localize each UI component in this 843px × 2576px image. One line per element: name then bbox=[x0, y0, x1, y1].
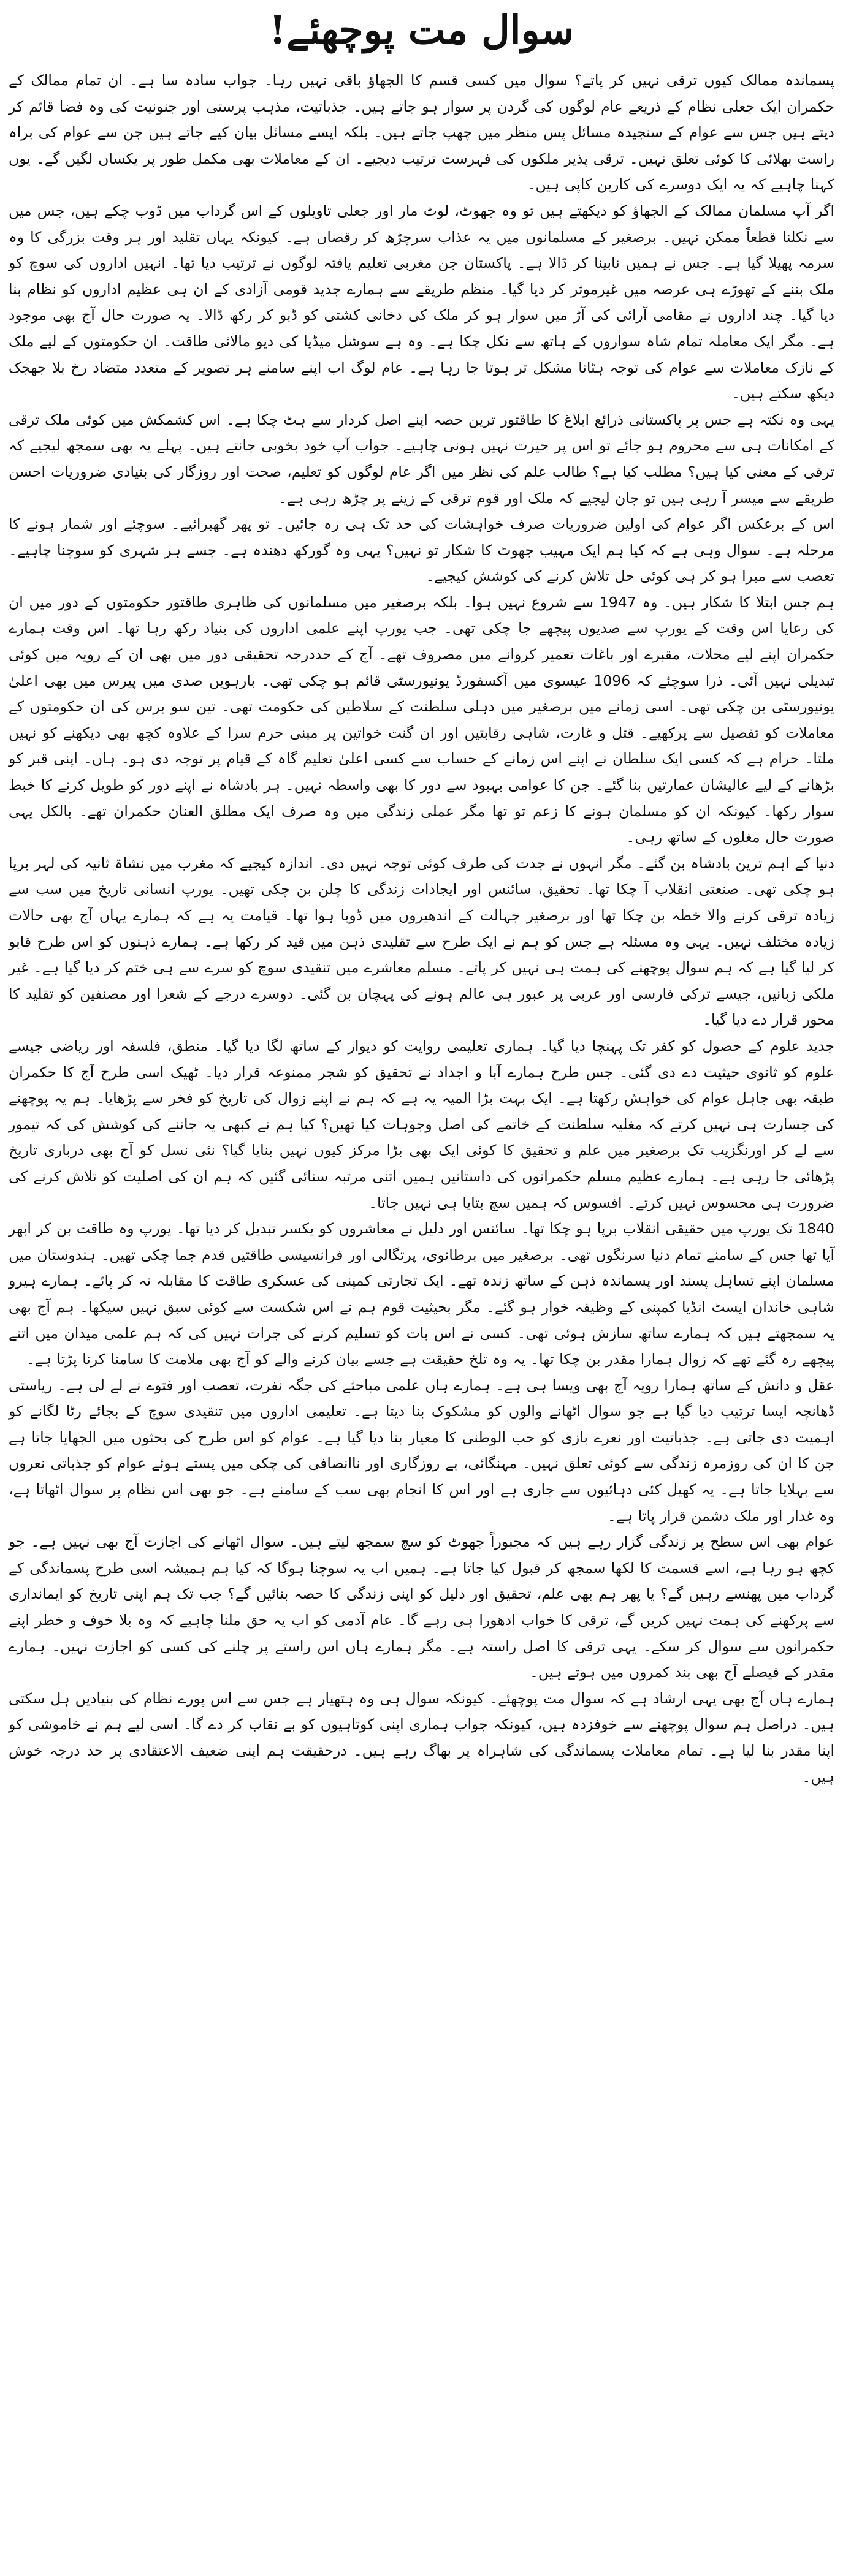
article-paragraph: عقل و دانش کے ساتھ ہمارا رویہ آج بھی ویسا ہی ہے۔ ہمارے ہاں علمی مباحثے کی جگہ نفرت، تعصب اور فتوے نے لے لی ہے۔ ریاستی ڈھانچہ ایسا ترتیب دیا گیا ہے جو سوال اٹھانے والوں کو مشکوک بنا دیتا ہے۔ تعلیمی اداروں میں تنقیدی سوچ کے بجائے رٹا لگانے کو اہمیت دی جاتی ہے۔ جذباتیت اور نعرے بازی کو حب الوطنی کا معیار بنا دیا گیا ہے۔ عوام کو اس طرح کی بحثوں میں الجھایا جاتا ہے جن کا ان کی روزمرہ زندگی سے کوئی تعلق نہیں۔ مہنگائی، بے روزگاری اور ناانصافی کی چکی میں پستے ہوئے عوام کو جذباتی نعروں سے بہلایا جاتا ہے۔ یہ کھیل کئی دہائیوں سے جاری ہے اور اس کا انجام بھی سب کے سامنے ہے۔ جو بھی اس نظام پر سوال اٹھاتا ہے، وہ غدار اور ملک دشمن قرار پاتا ہے۔ bbox=[9, 1376, 834, 1525]
article-paragraph: جدید علوم کے حصول کو کفر تک پہنچا دیا گیا۔ ہماری تعلیمی روایت کو دیوار کے ساتھ لگا دیا گیا۔ منطق، فلسفہ اور ریاضی جیسے علوم کو ثانوی حیثیت دے دی گئی۔ جس طرح ہمارے آبا و اجداد نے تحقیق کو شجر ممنوعہ قرار دیا۔ ٹھیک اسی طرح آج کا حکمران طبقہ بھی جاہل عوام کی خواہش رکھتا ہے۔ ایک بہت بڑا المیہ یہ ہے کہ ہم نے اپنے زوال کی تاریخ کو فخر سے پڑھایا۔ ہم یہ پوچھنے کی جسارت ہی نہیں کرتے کہ مغلیہ سلطنت کے خاتمے کی اصل وجوہات کیا تھیں؟ کیا ہم نے کبھی یہ جاننے کی کوشش کی کہ تیمور سے لے کر اورنگزیب تک برصغیر میں علم و تحقیق کا کوئی ایک بھی بڑا مرکز کیوں نہیں بنایا گیا؟ نئی نسل کو آج بھی درباری تاریخ پڑھائی جا رہی ہے۔ ہمارے عظیم مسلم حکمرانوں کی داستانیں ہمیں اتنی مرتبہ سنائی گئیں کہ ہم ان کی اصلیت کو تلاش کرنے کی ضرورت ہی محسوس نہیں کرتے۔ افسوس کہ ہمیں سچ بتایا ہی نہیں جاتا۔ bbox=[9, 1037, 834, 1211]
article-paragraph: ہمارے ہاں آج بھی یہی ارشاد ہے کہ سوال مت پوچھئے۔ کیونکہ سوال ہی وہ ہتھیار ہے جس سے اس پورے نظام کی بنیادیں ہل سکتی ہیں۔ دراصل ہم سوال پوچھنے سے خوفزدہ ہیں، کیونکہ جواب ہماری اپنی کوتاہیوں کو بے نقاب کر دے گا۔ اسی لیے ہم نے خاموشی کو اپنا مقدر بنا لیا ہے۔ تمام معاملات پسماندگی کی شاہراہ پر بھاگ رہے ہیں۔ درحقیقت ہم اپنی ضعیف الاعتقادی پر حد درجہ خوش ہیں۔ bbox=[9, 1689, 834, 1786]
article-paragraph: 1840 تک یورپ میں حقیقی انقلاب برپا ہو چکا تھا۔ سائنس اور دلیل نے معاشروں کو یکسر تبدیل کر دیا تھا۔ یورپ وہ طاقت بن کر ابھر آیا تھا جس کے سامنے تمام دنیا سرنگوں تھی۔ برصغیر میں برطانوی، پرتگالی اور فرانسیسی طاقتیں قدم جما چکی تھیں۔ ہندوستان میں مسلمان اپنے تساہل پسند اور پسماندہ ذہن کے ساتھ زندہ تھے۔ ایک تجارتی کمپنی کی عسکری طاقت کا مقابلہ نہ کر پائے۔ ہمارے ہیرو شاہی خاندان ایسٹ انڈیا کمپنی کے وظیفہ خوار ہو گئے۔ مگر بحیثیت قوم ہم نے اس شکست سے کوئی سبق نہیں سیکھا۔ ہم آج بھی یہ سمجھتے ہیں کہ ہمارے ساتھ سازش ہوئی تھی۔ کسی نے اس بات کو تسلیم کرنے کی جرات نہیں کی کہ ہم علمی میدان میں اتنے پیچھے رہ گئے تھے کہ زوال ہمارا مقدر بن چکا تھا۔ یہ وہ تلخ حقیقت ہے جسے بیان کرنے والے کو آج بھی ملامت کا سامنا کرنا پڑتا ہے۔ bbox=[9, 1220, 834, 1368]
article-paragraph: اس کے برعکس اگر عوام کی اولین ضروریات صرف خواہشات کی حد تک ہی رہ جائیں۔ تو پھر گھبرائیے۔ سوچئے اور شمار ہونے کا مرحلہ ہے۔ سوال وہی ہے کہ کیا ہم ایک مہیب جھوٹ کا شکار تو نہیں؟ یہی وہ گورکھ دھندہ ہے۔ جسے ہر شہری کو سوچنا چاہیے۔ تعصب سے مبرا ہو کر ہی کوئی حل تلاش کرنے کی کوشش کیجیے۔ bbox=[9, 515, 834, 585]
article-paragraph: پسماندہ ممالک کیوں ترقی نہیں کر پاتے؟ سوال میں کسی قسم کا الجھاؤ باقی نہیں رہا۔ جواب سادہ سا ہے۔ ان تمام ممالک کے حکمران ایک جعلی نظام کے ذریعے عام لوگوں کی گردن پر سوار ہو جاتے ہیں۔ جذباتیت، مذہب پرستی اور جنونیت کی وہ فضا قائم کر دیتے ہیں جس سے عوام کے سنجیدہ مسائل پس منظر میں چھپ جاتے ہیں۔ بلکہ ایسے مسائل بیان کیے جاتے ہیں جن سے عوام کی براہ راست بھلائی کا کوئی تعلق نہیں۔ ترقی پذیر ملکوں کی فہرست ترتیب دیجیے۔ ان کے معاملات بھی مکمل طور پر یکساں لگیں گے۔ یوں کہنا چاہیے کہ یہ ایک دوسرے کی کاربن کاپی ہیں۔ bbox=[9, 72, 834, 194]
article-body bbox=[9, 67, 834, 1790]
article-paragraph: ہم جس ابتلا کا شکار ہیں۔ وہ 1947 سے شروع نہیں ہوا۔ بلکہ برصغیر میں مسلمانوں کی ظاہری طاقتور حکومتوں کے دور میں ان کی رعایا اس وقت کے یورپ سے صدیوں پیچھے جا چکی تھی۔ جب یورپ اپنے علمی اداروں کی بنیاد رکھ رہا تھا۔ اس وقت ہمارے حکمران اپنے لیے محلات، مقبرے اور باغات تعمیر کروانے میں مصروف تھے۔ آج کے حددرجہ تحقیقی دور میں بھی ان کے رویہ میں کوئی تبدیلی نہیں آئی۔ ذرا سوچئے کہ 1096 عیسوی میں آکسفورڈ یونیورسٹی قائم ہو چکی تھی۔ بارہویں صدی میں پیرس میں بھی اعلیٰ یونیورسٹی بن چکی تھی۔ اسی زمانے میں برصغیر میں دہلی سلطنت کے سلاطین کی حکومت تھی۔ تین سو برس کی ان حکومتوں کے معاملات کو تفصیل سے پرکھیے۔ قتل و غارت، شاہی رقابتیں اور ان گنت خواتین پر مبنی حرم سرا کے علاوہ کچھ بھی دیکھنے کو نہیں ملتا۔ حرام ہے کہ کسی ایک سلطان نے اپنے اس زمانے کے حساب سے کسی اعلیٰ تعلیم گاہ کے قیام پر توجہ دی ہو۔ ہاں۔ اپنی قبر کو بڑھانے کے لیے عالیشان عمارتیں بنا گئے۔ جن کا عوامی بہبود سے دور کا بھی واسطہ نہیں۔ ہر بادشاہ نے اپنے دور کو طویل کرنے کا خبط سوار رکھا۔ کیونکہ ان کو مسلمان ہونے کا زعم تو تھا مگر عملی زندگی میں وہ صرف ایک مطلق العنان حکمران تھے۔ بالکل یہی صورت حال مغلوں کے ساتھ رہی۔ bbox=[9, 593, 834, 846]
article-paragraph: دنیا کے اہم ترین بادشاہ بن گئے۔ مگر انہوں نے جدت کی طرف کوئی توجہ نہیں دی۔ اندازہ کیجیے کہ مغرب میں نشاۃ ثانیہ کی لہر برپا ہو چکی تھی۔ صنعتی انقلاب آ چکا تھا۔ تحقیق، سائنس اور ایجادات زندگی کا چلن بن چکی تھیں۔ یورپ انسانی تاریخ میں سب سے زیادہ ترقی کرنے والا خطہ بن چکا تھا اور برصغیر جہالت کے اندھیروں میں ڈوبا ہوا تھا۔ قیامت یہ ہے کہ ہمارے یہاں آج بھی حالات زیادہ مختلف نہیں۔ یہی وہ مسئلہ ہے جس کو ہم نے ایک طرح سے تقلیدی ذہن میں قید کر رکھا ہے۔ ہمارے ذہنوں کو اس طرح قابو کر لیا گیا ہے کہ ہم سوال پوچھنے کی ہمت ہی نہیں کر پاتے۔ مسلم معاشرے میں تنقیدی سوچ کو سرے سے ہی ختم کر دیا گیا ہے۔ غیر ملکی زبانیں، جیسے ترکی فارسی اور عربی پر عبور ہی عالم ہونے کی پہچان بن گئی۔ دوسرے درجے کے شعرا اور مصنفین کو تقلید کا محور قرار دے دیا گیا۔ bbox=[9, 854, 834, 1029]
article-headline: سوال مت پوچھئے! bbox=[269, 7, 574, 53]
article-paragraph: اگر آپ مسلمان ممالک کے الجھاؤ کو دیکھتے ہیں تو وہ جھوٹ، لوٹ مار اور جعلی تاویلوں کے اس گرداب میں ڈوب چکے ہیں، جس میں سے نکلنا قطعاً ممکن نہیں۔ برصغیر کے مسلمانوں میں یہ عذاب سرچڑھ کر رقصاں ہے۔ کیونکہ یہاں تقلید اور ہر وقت بزرگی کا وہ سرمہ پھیلا گیا ہے۔ جس نے ہمیں نابینا کر ڈالا ہے۔ پاکستان جن مغربی تعلیم یافتہ لوگوں نے ترتیب دیا تھا۔ انہیں اداروں کی سوچ کو ملک بننے کے تھوڑے ہی عرصہ میں غیرموثر کر دیا گیا۔ منظم طریقے سے ہمارے جدید قومی آزادی کے ان ہی عظیم اداروں کو نظام بنا دیا گیا۔ چند اداروں نے مقامی آرائی کی آڑ میں سوار ہو کر ملک کی دخانی کشتی کو ڈبو کر رکھ ڈالا۔ یہ صورت حال آج بھی موجود ہے۔ مگر ایک معاملہ تمام شاہ سواروں کے ہاتھ سے نکل چکا ہے۔ وہ ہے سوشل میڈیا کی دیو مالائی طاقت۔ ان حکومتوں کے لیے ملک کے نازک معاملات سے عوام کی توجہ ہٹانا مشکل تر ہوتا جا رہا ہے۔ عام لوگ اب اپنے سامنے ہر تصویر کے متعدد متضاد رخ بلا جھجک دیکھ سکتے ہیں۔ bbox=[9, 202, 834, 403]
article-paragraph: یہی وہ نکتہ ہے جس پر پاکستانی ذرائع ابلاغ کا طاقتور ترین حصہ اپنے اصل کردار سے ہٹ چکا ہے۔ اس کشمکش میں کوئی ملک ترقی کے امکانات ہی سے محروم ہو جائے تو اس پر حیرت نہیں ہونی چاہیے۔ جواب آپ خود بخوبی جانتے ہیں۔ پہلے یہ بھی سمجھ لیجیے کہ ترقی کے معنی کیا ہیں؟ مطلب کیا ہے؟ طالب علم کی نظر میں اگر عام لوگوں کو تعلیم، صحت اور روزگار کی بنیادی ضروریات احسن طریقے سے میسر آ رہی ہیں تو جان لیجیے کہ ملک اور قوم ترقی کے زینے پر چڑھ رہی ہے۔ bbox=[9, 411, 834, 507]
article-paragraph: عوام بھی اس سطح پر زندگی گزار رہے ہیں کہ مجبوراً جھوٹ کو سچ سمجھ لیتے ہیں۔ سوال اٹھانے کی اجازت آج بھی نہیں ہے۔ جو کچھ ہو رہا ہے، اسے قسمت کا لکھا سمجھ کر قبول کیا جاتا ہے۔ ہمیں اب یہ سوچنا ہوگا کہ کیا ہم ہمیشہ اسی طرح پسماندگی کے گرداب میں پھنسے رہیں گے؟ یا پھر ہم بھی علم، تحقیق اور دلیل کو اپنی زندگی کا حصہ بنائیں گے؟ جب تک ہم اپنی تاریخ کو ایمانداری سے پرکھنے کی ہمت نہیں کریں گے، ترقی کا خواب ادھورا ہی رہے گا۔ عام آدمی کو اب یہ حق ملنا چاہیے کہ وہ بلا خوف و خطر اپنے حکمرانوں سے سوال کر سکے۔ یہی ترقی کا اصل راستہ ہے۔ مگر ہمارے ہاں اس راستے پر چلنے کی کسی کو اجازت نہیں۔ ہمارے مقدر کے فیصلے آج بھی بند کمروں میں ہوتے ہیں۔ bbox=[9, 1533, 834, 1681]
